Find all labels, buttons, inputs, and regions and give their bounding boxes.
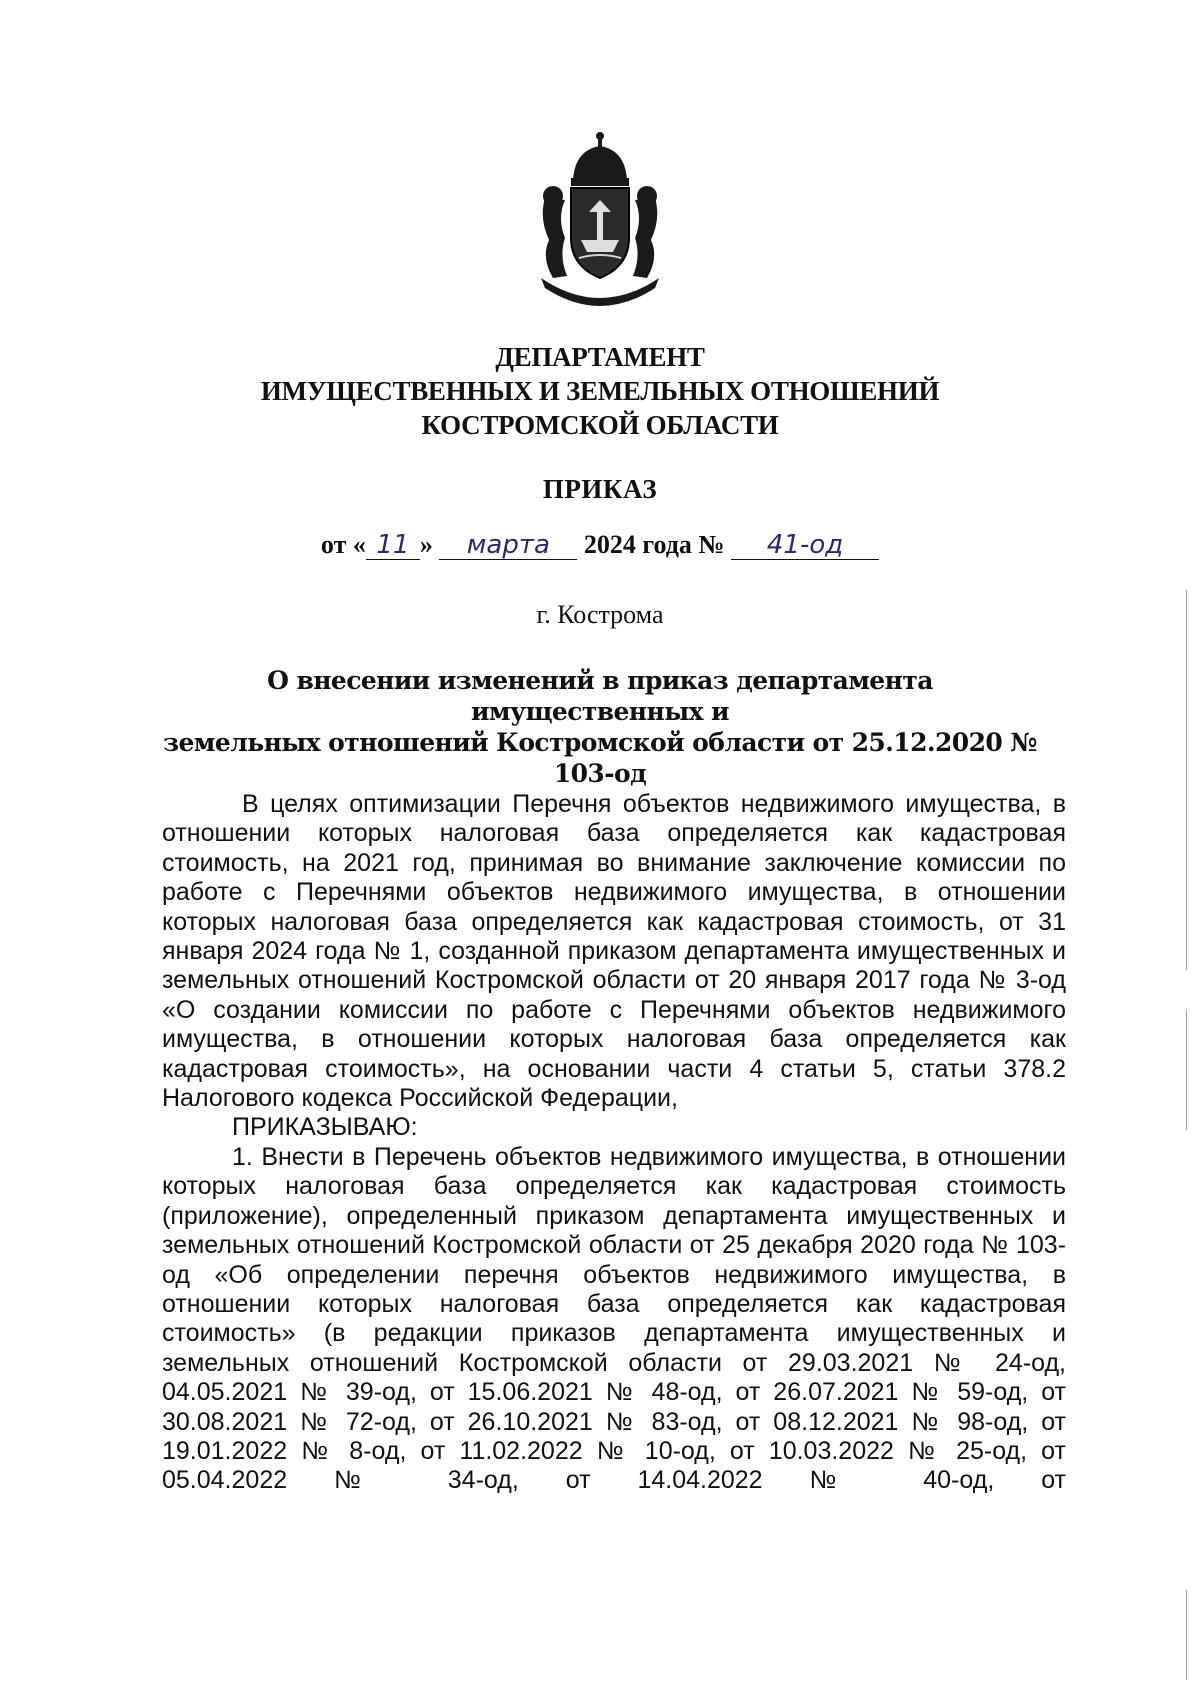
subject-line-2: земельных отношений Костромской области от 25.12.2020 № 103-од: [163, 728, 1037, 788]
department-line-3: КОСТРОМСКОЙ ОБЛАСТИ: [421, 410, 779, 440]
order-subject: [160, 665, 1040, 789]
item-1-paragraph: 1. Внести в Перечень объектов недвижимого имущества, в отношении которых налоговая база определяется как кадастровая стоимость (приложение), определенный приказом департамента имущественных и земельных отношений Костромской области от 25 декабря 2020 года № 103-од «Об определении перечня объектов недвижимого имущества, в отношении которых налоговая база определяется как кадастровая стоимость» (в редакции приказов департамента имущественных и земельных отношений Костромской области от 29.03.2021 № 24-од, 04.05.2021 № 39-од, от 15.06.2021 № 48-од, от 26.07.2021 № 59-од, от 30.08.2021 № 72-од, от 26.10.2021 № 83-од, от 08.12.2021 № 98-од, от 19.01.2022 № 8-од, от 11.02.2022 № 10-од, от 10.03.2022 № 25-од, от 05.04.2022 № 34-од, от 14.04.2022 № 40-од, от: [162, 1142, 1066, 1495]
department-name: [0, 340, 1200, 442]
city: г. Кострома: [536, 600, 664, 629]
date-year-text: 2024 года №: [583, 530, 725, 559]
scan-margin-line: [1186, 1010, 1187, 1130]
document-type: ПРИКАЗ: [542, 474, 658, 504]
scan-margin-line: [1186, 1590, 1187, 1680]
handwritten-month: марта: [439, 531, 577, 560]
scan-margin-line: [1186, 590, 1187, 970]
date-quote-close: »: [419, 530, 433, 559]
date-line: [0, 530, 1200, 560]
subject-line-1: О внесении изменений в приказ департамента имущественных и: [267, 666, 933, 726]
coat-of-arms-icon: [535, 128, 665, 310]
department-line-2: ИМУЩЕСТВЕННЫХ И ЗЕМЕЛЬНЫХ ОТНОШЕНИЙ: [260, 376, 940, 406]
order-body: [162, 790, 1066, 1496]
order-word: ПРИКАЗЫВАЮ:: [232, 1113, 418, 1142]
handwritten-day: 11: [366, 531, 420, 560]
date-prefix: от «: [320, 530, 366, 559]
handwritten-order-number: 41-од: [731, 531, 879, 560]
department-line-1: ДЕПАРТАМЕНТ: [495, 342, 705, 372]
preamble-paragraph: В целях оптимизации Перечня объектов недвижимого имущества, в отношении которых налоговая база определяется как кадастровая стоимость, на 2021 год, принимая во внимание заключение комиссии по работе с Перечнями объектов недвижимого имущества, в отношении которых налоговая база определяется как кадастровая стоимость, от 31 января 2024 года № 1, созданной приказом департамента имущественных и земельных отношений Костромской области от 20 января 2017 года № 3-од «О создании комиссии по работе с Перечнями объектов недвижимого имущества, в отношении которых налоговая база определяется как кадастровая стоимость», на основании части 4 статьи 5, статьи 378.2 Налогового кодекса Российской Федерации,: [162, 790, 1066, 1113]
